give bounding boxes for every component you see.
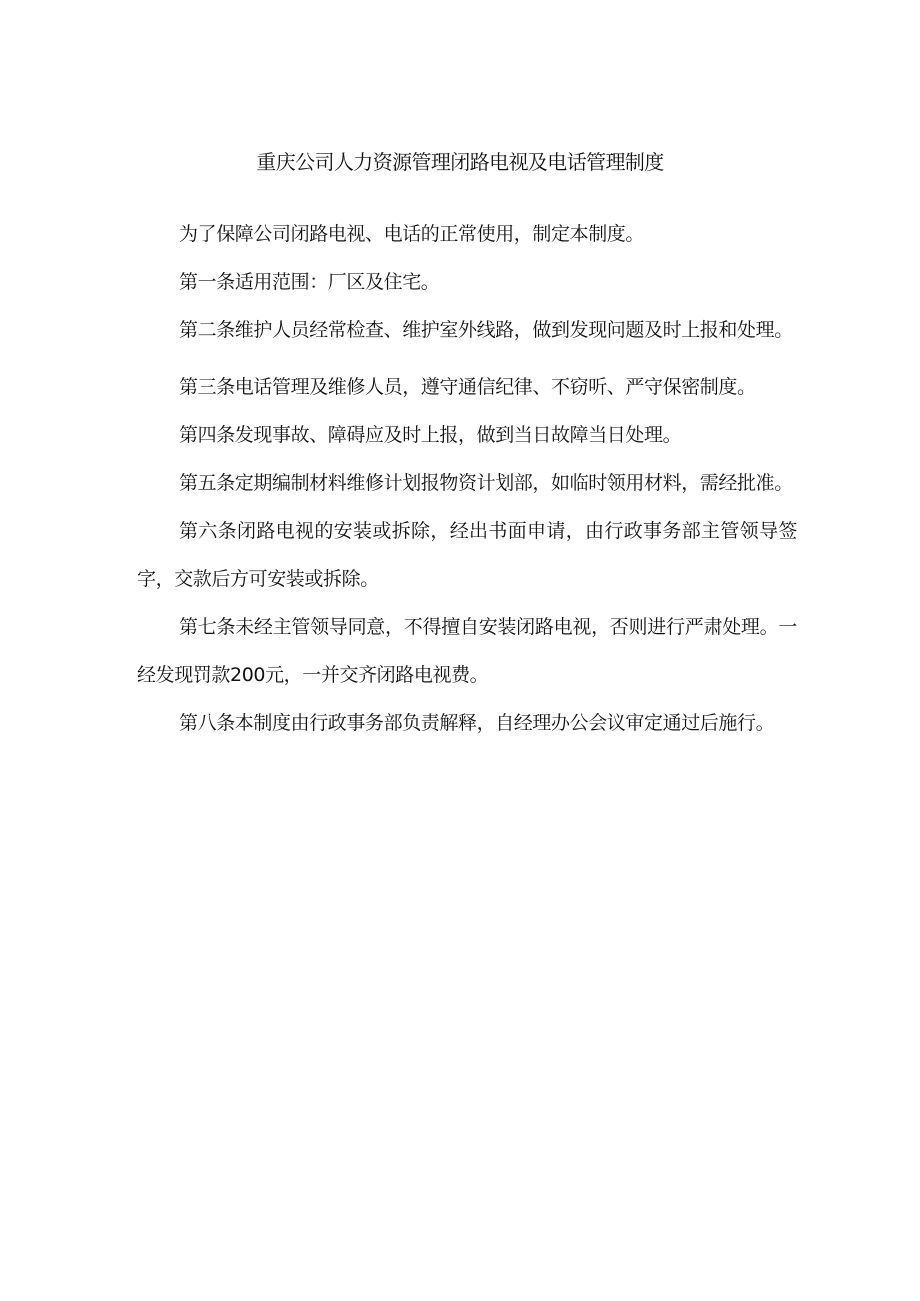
- article-1-paragraph: 第一条适用范围：厂区及住宅。: [179, 271, 440, 293]
- article-3-paragraph: 第三条电话管理及维修人员，遵守通信纪律、不窃听、严守保密制度。: [179, 376, 756, 398]
- article-4-paragraph: 第四条发现事故、障碍应及时上报，做到当日故障当日处理。: [179, 424, 682, 446]
- document-title: 重庆公司人力资源管理闭路电视及电话管理制度: [256, 150, 664, 174]
- article-6-paragraph: 第六条闭路电视的安装或拆除，经出书面申请，由行政事务部主管领导签字，交款后方可安装或拆除。: [137, 520, 797, 590]
- document-body: [137, 210, 797, 747]
- intro-paragraph: 为了保障公司闭路电视、电话的正常使用，制定本制度。: [179, 223, 645, 245]
- article-7-paragraph: 第七条未经主管领导同意，不得擅自安装闭路电视，否则进行严肃处理。一经发现罚款200元，一并交齐闭路电视费。: [137, 616, 797, 686]
- article-5-paragraph: 第五条定期编制材料维修计划报物资计划部，如临时领用材料，需经批准。: [179, 472, 793, 494]
- article-8-paragraph: 第八条本制度由行政事务部负责解释，自经理办公会议审定通过后施行。: [179, 712, 775, 734]
- article-2-paragraph: 第二条维护人员经常检查、维护室外线路，做到发现问题及时上报和处理。: [179, 319, 793, 341]
